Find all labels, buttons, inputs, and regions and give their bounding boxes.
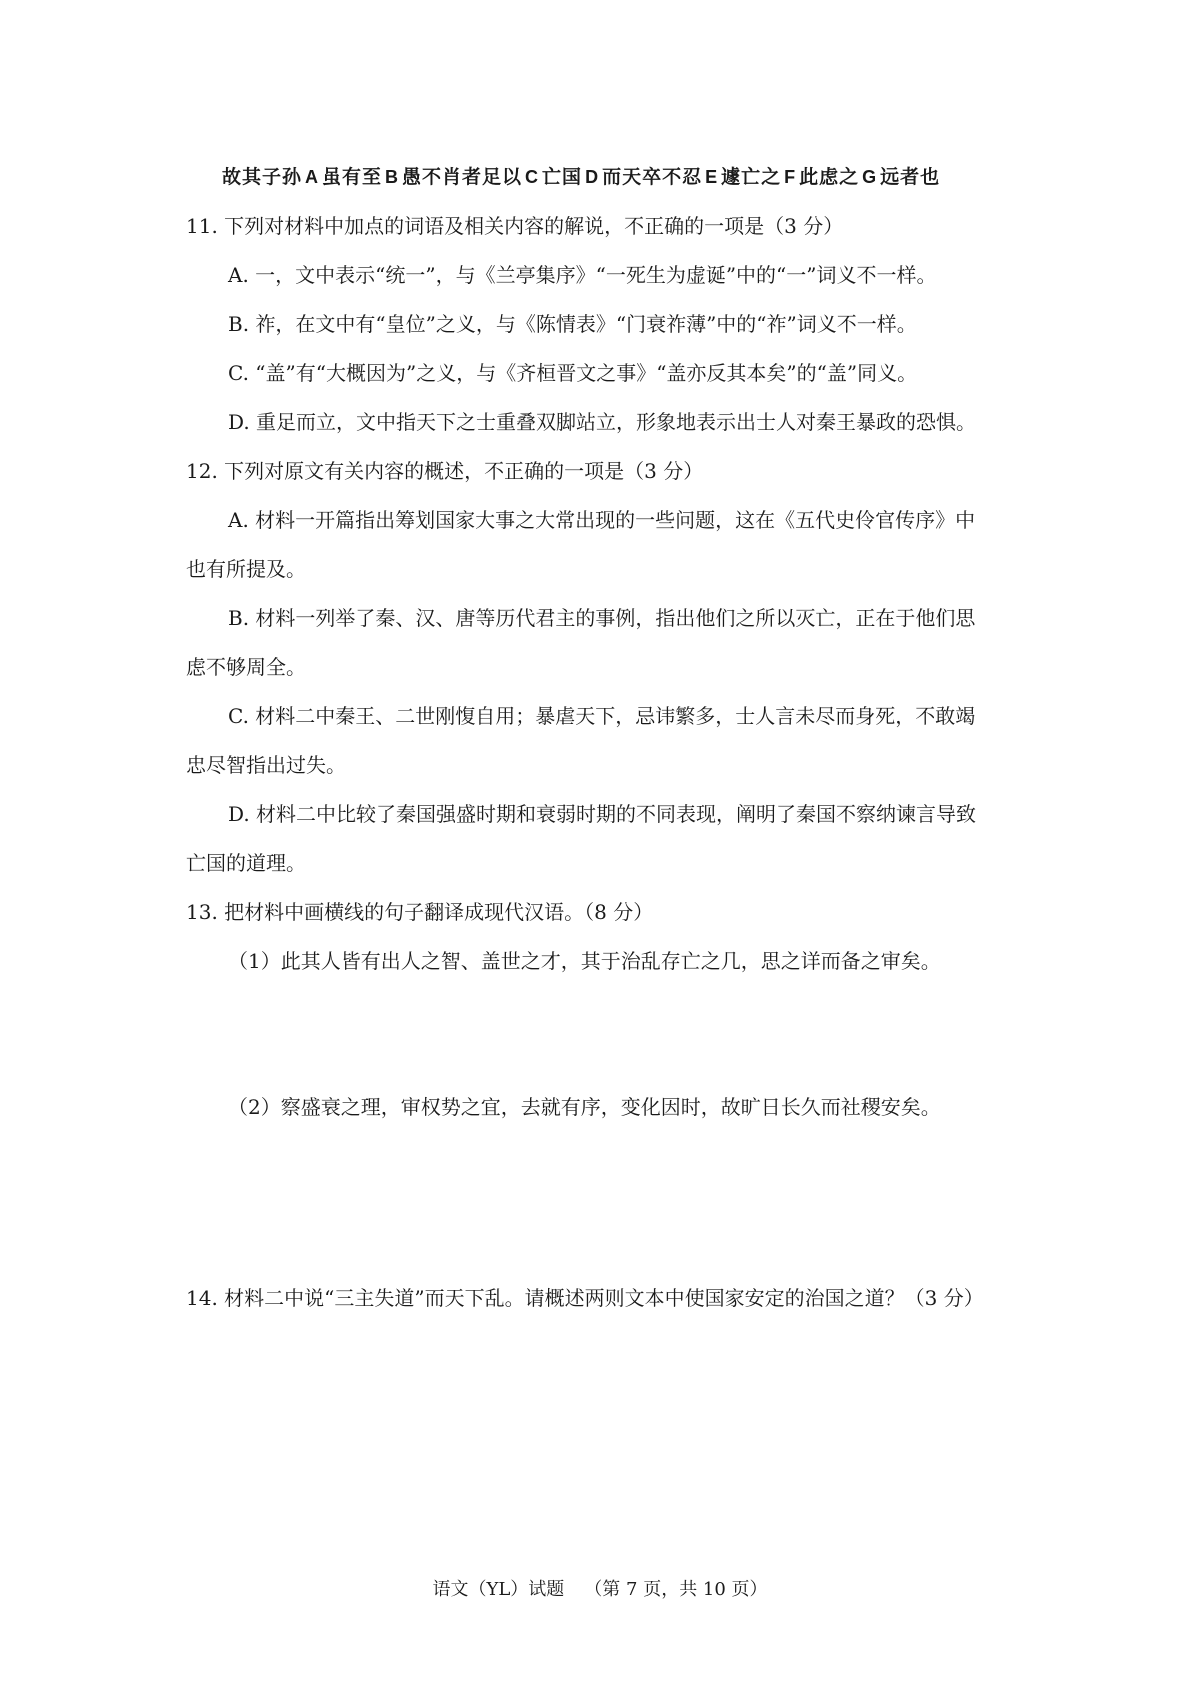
question-11-option-a: A. 一，文中表示“统一”，与《兰亭集序》“一死生为虚诞”中的“一”词义不一样。 [228,263,937,287]
segment-marker-g: G [862,167,878,187]
question-11-option-b: B. 祚，在文中有“皇位”之义，与《陈情表》“门衰祚薄”中的“祚”词义不一样。 [228,312,917,336]
segmentation-sentence [222,163,940,191]
footer-subject: 语文（YL）试题 [432,1579,565,1600]
question-13-stem: 13. 把材料中画横线的句子翻译成现代汉语。（8 分） [186,900,654,924]
segment-text: 此虑之 [799,166,860,188]
question-12-option-d: D. 材料二中比较了秦国强盛时期和衰弱时期的不同表现，阐明了秦国不察纳谏言导致 [228,802,977,826]
question-11-option-d: D. 重足而立，文中指天下之士重叠双脚站立，形象地表示出士人对秦王暴政的恐惧。 [228,410,977,434]
segment-text: 故其子孙 [222,166,303,188]
segment-text: 愚不肖者足以 [402,166,523,188]
question-12-option-b: B. 材料一列举了秦、汉、唐等历代君主的事例，指出他们之所以灭亡，正在于他们思 [228,606,976,630]
question-12-option-a-continued: 也有所提及。 [186,557,306,581]
question-12-option-b-continued: 虑不够周全。 [186,655,306,679]
segment-marker-e: E [705,167,719,187]
segment-marker-a: A [305,167,320,187]
footer-page-number: （第 7 页，共 10 页） [584,1579,768,1600]
segment-marker-d: D [585,167,600,187]
segment-text: 亡国 [542,166,583,188]
segment-marker-c: C [525,167,540,187]
question-12-option-d-continued: 亡国的道理。 [186,851,306,875]
question-13-sentence-1: （1）此其人皆有出人之智、盖世之才，其于治乱存亡之几，思之详而备之审矣。 [228,949,941,973]
question-12-stem: 12. 下列对原文有关内容的概述，不正确的一项是（3 分） [186,459,704,483]
question-12-option-c-continued: 忠尽智指出过失。 [186,753,346,777]
segment-marker-f: F [784,167,797,187]
question-14-stem: 14. 材料二中说“三主失道”而天下乱。请概述两则文本中使国家安定的治国之道？（3 分） [186,1286,984,1310]
question-12-option-c: C. 材料二中秦王、二世刚愎自用；暴虐天下，忌讳繁多，士人言未尽而身死，不敢竭 [228,704,976,728]
question-11-stem: 11. 下列对材料中加点的词语及相关内容的解说，不正确的一项是（3 分） [186,214,844,238]
question-12-option-a: A. 材料一开篇指出筹划国家大事之大常出现的一些问题，这在《五代史伶官传序》中 [228,508,976,532]
segment-marker-b: B [385,167,400,187]
question-13-sentence-2: （2）察盛衰之理，审权势之宜，去就有序，变化因时，故旷日长久而社稷安矣。 [228,1095,941,1119]
segment-text: 而天卒不忍 [602,166,703,188]
segment-text: 遽亡之 [721,166,782,188]
segment-text: 虽有至 [322,166,383,188]
segment-text: 远者也 [880,166,941,188]
page-footer [0,1577,1200,1603]
question-11-option-c: C. “盖”有“大概因为”之义，与《齐桓晋文之事》“盖亦反其本矣”的“盖”同义。 [228,361,918,385]
